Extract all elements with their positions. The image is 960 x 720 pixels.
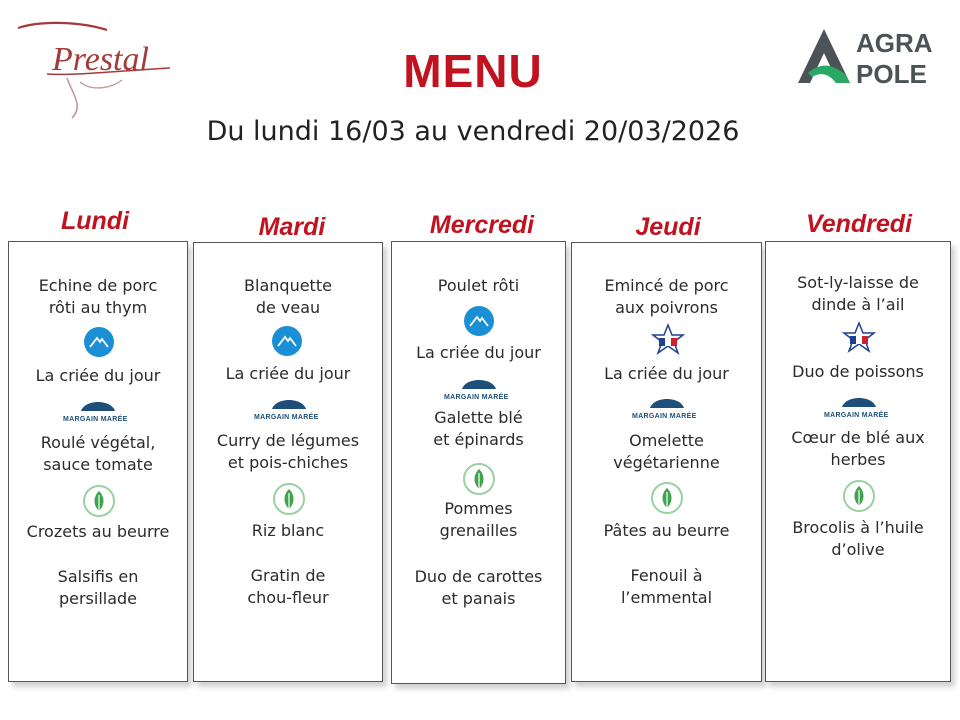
dish-vegetable: Duo de carottes et panais [414, 567, 543, 608]
day-column-mercredi [391, 241, 566, 684]
dish-fish: La criée du jour [35, 366, 161, 385]
bleu-blanc-coeur-icon [271, 325, 303, 357]
margain-maree-icon [59, 393, 137, 423]
vegetarian-leaf-icon [463, 463, 495, 495]
dish-vegetarian: Curry de légumes et pois-chiches [216, 431, 360, 472]
dish-vegetable: Brocolis à l’huile d’olive [792, 518, 924, 559]
margain-maree-icon [250, 391, 328, 421]
dish-main: Sot-ly-laisse de dinde à l’ail [797, 273, 919, 314]
vegetarian-leaf-icon [273, 483, 305, 515]
day-name-lundi: Lundi [60, 207, 130, 235]
margain-maree-icon [440, 371, 518, 401]
dish-vegetarian: Omelette végétarienne [613, 431, 720, 472]
dish-vegetable: Salsifis en persillade [57, 567, 139, 608]
vegetarian-leaf-icon [83, 485, 115, 517]
svg-text:Prestal: Prestal [52, 41, 149, 78]
menu-title: MENU [403, 45, 543, 97]
bleu-blanc-coeur-icon [83, 326, 115, 358]
day-column-mardi [193, 242, 383, 682]
viande-francaise-icon [647, 323, 689, 359]
day-name-vendredi: Vendredi [805, 210, 913, 238]
dish-side: Crozets au beurre [26, 522, 170, 541]
dish-vegetable: Gratin de chou-fleur [247, 566, 329, 607]
day-column-jeudi [571, 242, 762, 682]
viande-francaise-icon [838, 321, 880, 357]
svg-text:AGRA: AGRA [856, 28, 933, 58]
vegetarian-leaf-icon [651, 482, 683, 514]
day-column-vendredi [765, 241, 951, 682]
dish-fish: La criée du jour [604, 364, 729, 383]
dish-main: Poulet rôti [437, 276, 520, 295]
svg-text:MARGAIN MARÉE: MARGAIN MARÉE [824, 412, 889, 419]
dish-side: Cœur de blé aux herbes [791, 428, 925, 469]
dish-main: Echine de porc rôti au thym [38, 276, 158, 317]
dish-fish: La criée du jour [225, 364, 351, 383]
dish-main: Emincé de porc aux poivrons [604, 276, 729, 317]
margain-maree-icon [820, 389, 898, 419]
dish-side: Pommes grenailles [439, 499, 518, 540]
dish-fish: La criée du jour [416, 343, 541, 362]
svg-text:MARGAIN MARÉE: MARGAIN MARÉE [632, 413, 697, 420]
menu-date-range: Du lundi 16/03 au vendredi 20/03/2026 [206, 116, 740, 147]
dish-vegetarian: Galette blé et épinards [433, 408, 524, 449]
svg-text:MARGAIN MARÉE: MARGAIN MARÉE [63, 416, 128, 423]
day-name-mardi: Mardi [258, 213, 326, 241]
bleu-blanc-coeur-icon [463, 305, 495, 337]
svg-text:MARGAIN MARÉE: MARGAIN MARÉE [444, 394, 509, 401]
dish-vegetarian: Roulé végétal, sauce tomate [40, 433, 156, 474]
day-name-jeudi: Jeudi [635, 213, 701, 241]
svg-text:POLE: POLE [856, 59, 927, 87]
dish-main: Blanquette de veau [244, 276, 332, 317]
dish-side: Pâtes au beurre [603, 521, 730, 540]
dish-fish: Duo de poissons [792, 362, 924, 381]
dish-vegetable: Fenouil à l’emmental [620, 566, 713, 607]
vegetarian-leaf-icon [843, 480, 875, 512]
margain-maree-icon [628, 390, 706, 420]
day-column-lundi [8, 241, 188, 682]
dish-side: Riz blanc [251, 521, 325, 540]
day-name-mercredi: Mercredi [429, 211, 535, 239]
svg-text:MARGAIN MARÉE: MARGAIN MARÉE [254, 414, 319, 421]
